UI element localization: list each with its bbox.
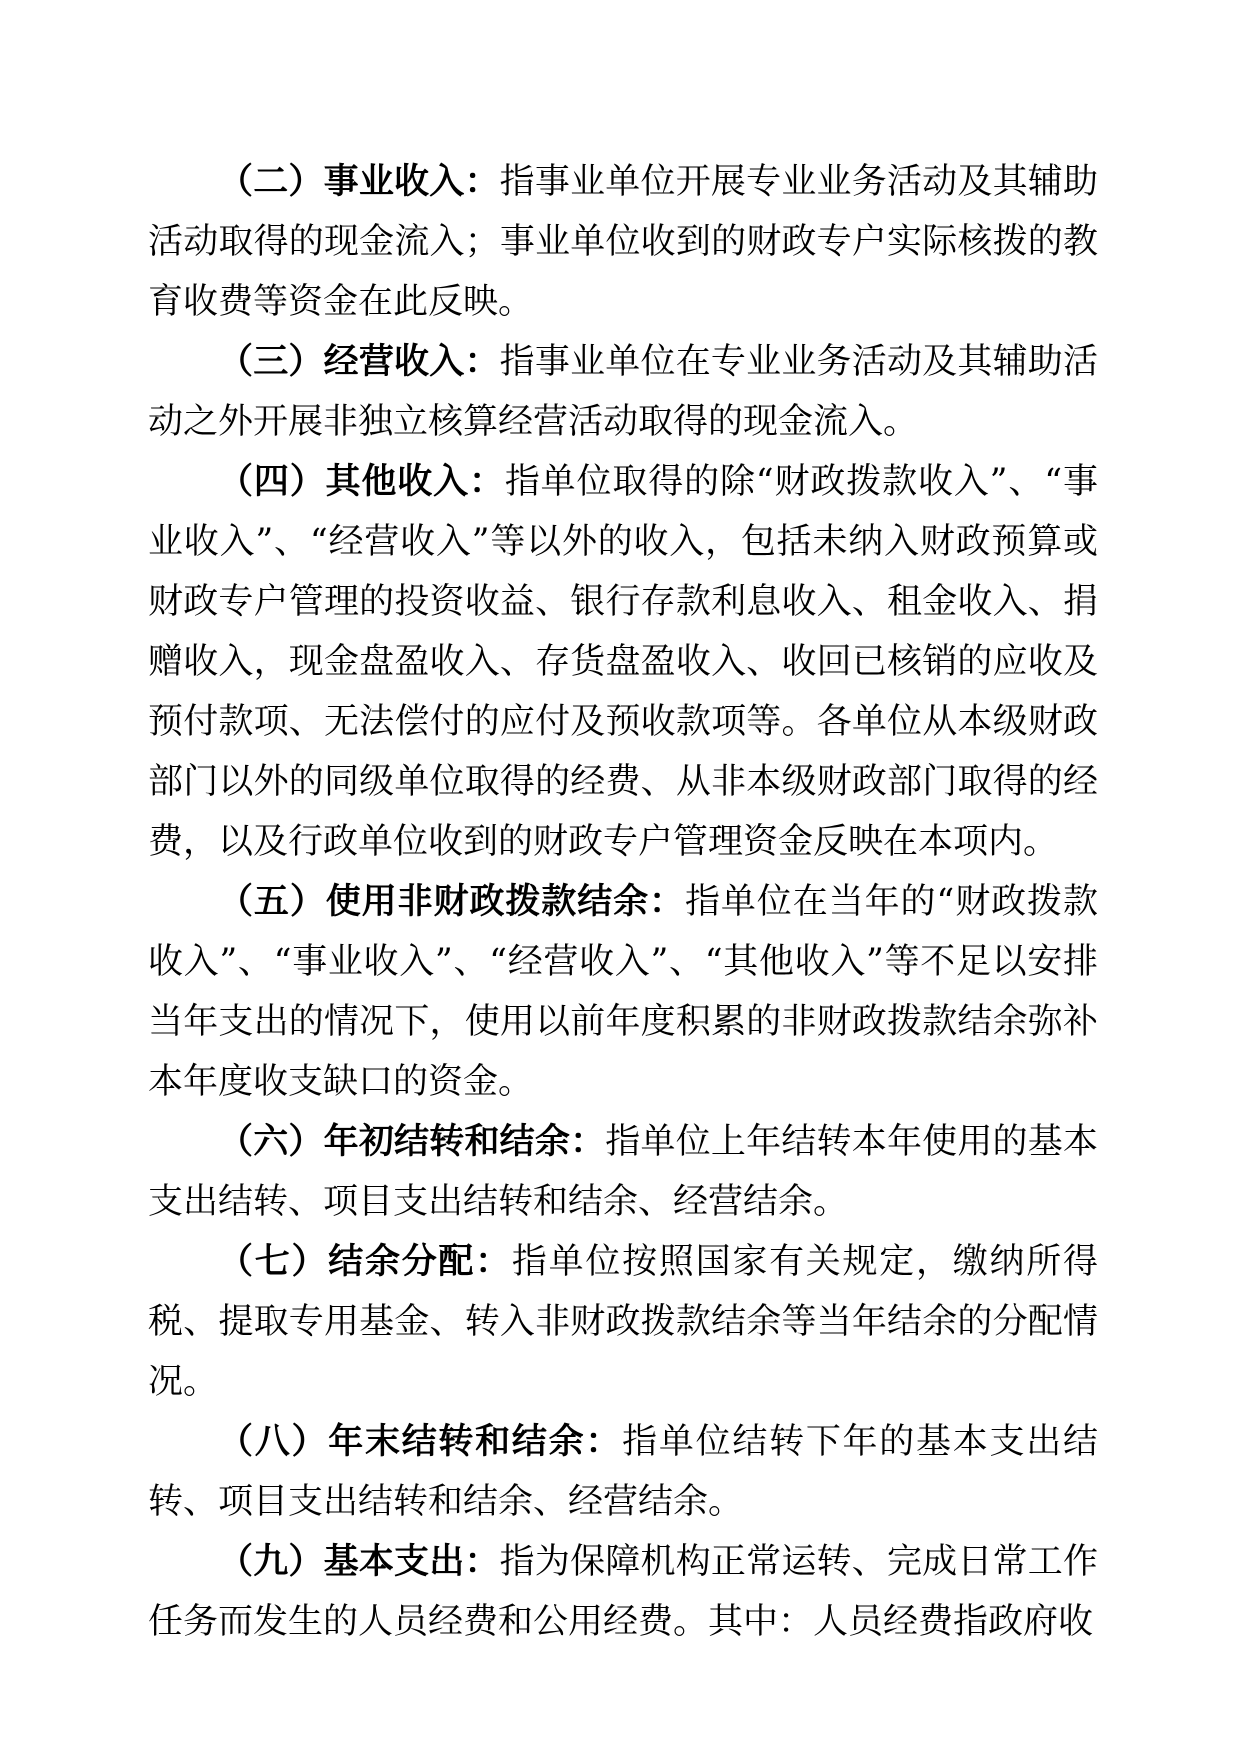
paragraph-body: 指事业单位在专业业务活动及其辅助活动之外开展非独立核算经营活动取得的现金流入。 bbox=[148, 342, 1098, 442]
paragraph-head: （三）经营收入： bbox=[218, 341, 500, 382]
paragraph-body: 指单位取得的除“财政拨款收入”、“事业收入”、“经营收入”等以外的收入，包括未纳入财政预算或财政专户管理的投资收益、银行存款利息收入、租金收入、捐赠收入，现金盘盈收入、存货盘盈收入、收回已核销的应收及预付款项、无法偿付的应付及预收款项等。各单位从本级财政部门以外的同级单位取得的经费、从非本级财政部门取得的经费，以及行政单位收到的财政专户管理资金反映在本项内。 bbox=[148, 462, 1098, 862]
paragraph-head: （四）其他收入： bbox=[218, 461, 505, 502]
paragraph-item-8 bbox=[148, 1412, 1098, 1532]
paragraph-item-6 bbox=[148, 1112, 1098, 1232]
paragraph-head: （七）结余分配： bbox=[218, 1241, 512, 1282]
paragraph-item-2 bbox=[148, 152, 1098, 332]
paragraph-item-4 bbox=[148, 452, 1098, 872]
paragraph-head: （八）年末结转和结余： bbox=[218, 1421, 623, 1462]
paragraph-head: （二）事业收入： bbox=[218, 161, 500, 202]
paragraph-item-5 bbox=[148, 872, 1098, 1112]
paragraph-head: （九）基本支出： bbox=[218, 1541, 500, 1582]
paragraph-body: 指为保障机构正常运转、完成日常工作任务而发生的人员经费和公用经费。其中：人员经费指政府收 bbox=[148, 1542, 1098, 1642]
paragraph-body: 指单位按照国家有关规定，缴纳所得税、提取专用基金、转入非财政拨款结余等当年结余的分配情况。 bbox=[148, 1242, 1098, 1402]
paragraph-body: 指单位结转下年的基本支出结转、项目支出结转和结余、经营结余。 bbox=[148, 1422, 1098, 1522]
paragraph-item-7 bbox=[148, 1232, 1098, 1412]
paragraph-head: （五）使用非财政拨款结余： bbox=[218, 881, 685, 922]
paragraph-item-9 bbox=[148, 1532, 1098, 1652]
paragraph-body: 指单位上年结转本年使用的基本支出结转、项目支出结转和结余、经营结余。 bbox=[148, 1122, 1098, 1222]
paragraph-item-3 bbox=[148, 332, 1098, 452]
paragraph-body: 指事业单位开展专业业务活动及其辅助活动取得的现金流入；事业单位收到的财政专户实际核拨的教育收费等资金在此反映。 bbox=[148, 162, 1098, 322]
paragraph-head: （六）年初结转和结余： bbox=[218, 1121, 606, 1162]
paragraph-body: 指单位在当年的“财政拨款收入”、“事业收入”、“经营收入”、“其他收入”等不足以安排当年支出的情况下，使用以前年度积累的非财政拨款结余弥补本年度收支缺口的资金。 bbox=[148, 882, 1098, 1102]
document-text-block bbox=[148, 152, 1098, 1652]
